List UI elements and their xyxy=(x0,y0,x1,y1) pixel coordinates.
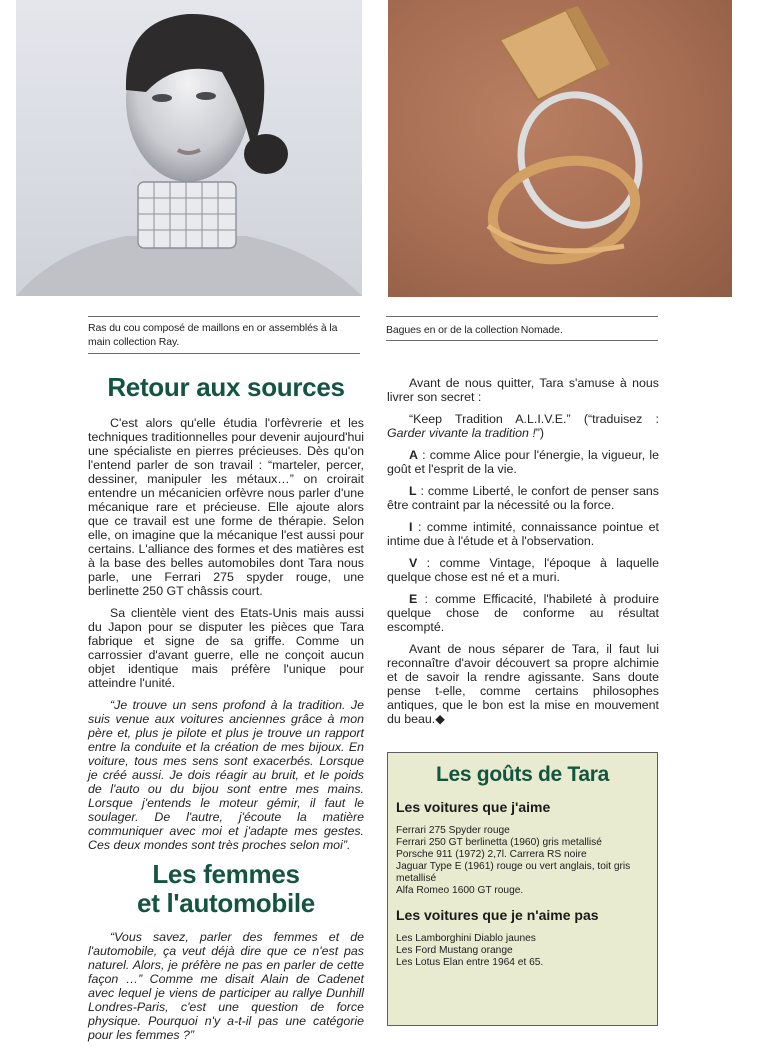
caption-rule-right-bottom xyxy=(386,340,658,341)
paragraph-letter-i xyxy=(387,520,659,548)
likes-heading: Les voitures que j'aime xyxy=(396,799,551,815)
right-column xyxy=(387,376,659,734)
paragraph-motto xyxy=(387,412,659,440)
text-v: : comme Vintage, l'époque à laquelle quelque chose est né et a muri. xyxy=(387,556,659,584)
letter-v: V xyxy=(409,556,418,570)
list-item: Les Ford Mustang orange xyxy=(396,945,513,956)
quote-femmes: “Vous savez, parler des femmes et de l'automobile, ça veut déjà dire que ce n'est pas naturel. Alors, je préfère ne pas en parler de cette façon …” Comme me disait Alain de Cadenet avec lequel je viens de participer au rallye Dunhill Londres-Paris, c'est une question de force physique. Pourquoi n'y a-t-il pas une catégorie pour les femmes ?” xyxy=(88,930,364,1042)
letter-i: I xyxy=(409,520,413,534)
motto-end: ”) xyxy=(535,426,545,440)
caption-rule-left-top xyxy=(88,316,360,317)
list-item: Ferrari 275 Spyder rouge xyxy=(396,825,510,836)
paragraph-secret: Avant de nous quitter, Tara s'amuse à nous livrer son secret : xyxy=(387,376,659,404)
caption-rule-left-bottom xyxy=(88,353,360,354)
dislikes-heading: Les voitures que je n'aime pas xyxy=(396,907,599,923)
quote-tradition: “Je trouve un sens profond à la tradition. Je suis venue aux voitures anciennes grâce à mon père et, plus je pilote et plus je trouve un rapport entre la conduite et la création de mes bijoux. En voiture, tous mes sens sont exacerbés. Lorsque je créé aussi. Je dois réagir au bruit, et le poids de l'auto ou du bijou sont entre mes mains. Lorsque j'entends le moteur gémir, il faut le soulager. De l'autre, j'écoute la matière communiquer avec moi et j'adapte mes gestes. Ces deux mondes sont très proches selon moi”. xyxy=(88,698,364,852)
motto-text: “Keep Tradition A.L.I.V.E.” (“traduisez : xyxy=(409,412,659,426)
paragraph-letter-e xyxy=(387,592,659,634)
text-e: : comme Efficacité, l'habileté à produire quelque chose de conforme au résultat escompté. xyxy=(387,592,659,634)
heading-line-2: et l'automobile xyxy=(137,888,315,918)
paragraph-letter-v xyxy=(387,556,659,584)
photo-gold-rings xyxy=(388,0,732,297)
heading-line-1: Les femmes xyxy=(152,859,300,889)
paragraph-orfevrerie: C'est alors qu'elle étudia l'orfèvrerie et les techniques traditionnelles pour devenir aujourd'hui une spécialiste en pierres précieuses. Dès qu'on l'entend parler de son travail : “marteler, percer, dessiner, manipuler les métaux…” on croirait entendre un mécanicien orfèvre nous parler d'une mécanique rare et précieuse. Elle ajoute alors que ce travail est une forme de thérapie. Selon elle, on imagine que la mécanique l'est aussi pour certains. L'alliance des formes et des matières est à la base des belles automobiles dont Tara nous parle, une Ferrari 275 spyder rouge, une berlinette 250 GT châssis court. xyxy=(88,416,364,598)
sidebar-title: Les goûts de Tara xyxy=(435,763,610,786)
dislikes-list xyxy=(396,933,649,969)
letter-a: A xyxy=(409,448,418,462)
list-item: Jaguar Type E (1961) rouge ou vert anglais, toit gris metallisé xyxy=(396,861,631,884)
paragraph-letter-l xyxy=(387,484,659,512)
text-i: : comme intimité, connaissance pointue et intime due à l'étude et à l'observation. xyxy=(387,520,659,548)
heading-retour-aux-sources: Retour aux sources xyxy=(107,372,345,402)
paragraph-letter-a xyxy=(387,448,659,476)
letter-l: L xyxy=(409,484,417,498)
motto-translation: Garder vivante la tradition ! xyxy=(387,426,536,440)
caption-rings: Bagues en or de la collection Nomade. xyxy=(386,324,563,336)
text-l: : comme Liberté, le confort de penser sans être contraint par la nécessité ou la force. xyxy=(387,484,659,512)
caption-rule-right-top xyxy=(386,316,658,317)
letter-e: E xyxy=(409,592,418,606)
heading-femmes-automobile xyxy=(88,860,364,918)
photo-necklace-model xyxy=(16,0,362,296)
text-a: : comme Alice pour l'énergie, la vigueur, le goût et l'esprit de la vie. xyxy=(387,448,659,476)
sidebar-gouts-de-tara xyxy=(387,752,658,1026)
list-item: Les Lotus Elan entre 1964 et 65. xyxy=(396,957,544,968)
list-item: Les Lamborghini Diablo jaunes xyxy=(396,933,536,944)
list-item: Porsche 911 (1972) 2,7l. Carrera RS noire xyxy=(396,849,587,860)
left-column xyxy=(88,372,364,1050)
caption-necklace: Ras du cou composé de maillons en or assemblés à la main collection Ray. xyxy=(88,322,338,348)
likes-list xyxy=(396,825,649,897)
paragraph-clientele: Sa clientèle vient des Etats-Unis mais aussi du Japon pour se disputer les pièces que Tara fabrique et signe de sa griffe. Comme un carrossier d'avant guerre, elle ne conçoit aucun objet identique mais préfère l'unique pour atteindre l'unité. xyxy=(88,606,364,690)
list-item: Alfa Romeo 1600 GT rouge. xyxy=(396,885,524,896)
list-item: Ferrari 250 GT berlinetta (1960) gris metallisé xyxy=(396,837,602,848)
paragraph-alchimie: Avant de nous séparer de Tara, il faut lui reconnaître d'avoir découvert sa propre alchimie et de savoir la rendre agissante. Sans doute pense t-elle, comme certains philosophes antiques, que le bon est la mise en mouvement du beau.◆ xyxy=(387,642,659,726)
